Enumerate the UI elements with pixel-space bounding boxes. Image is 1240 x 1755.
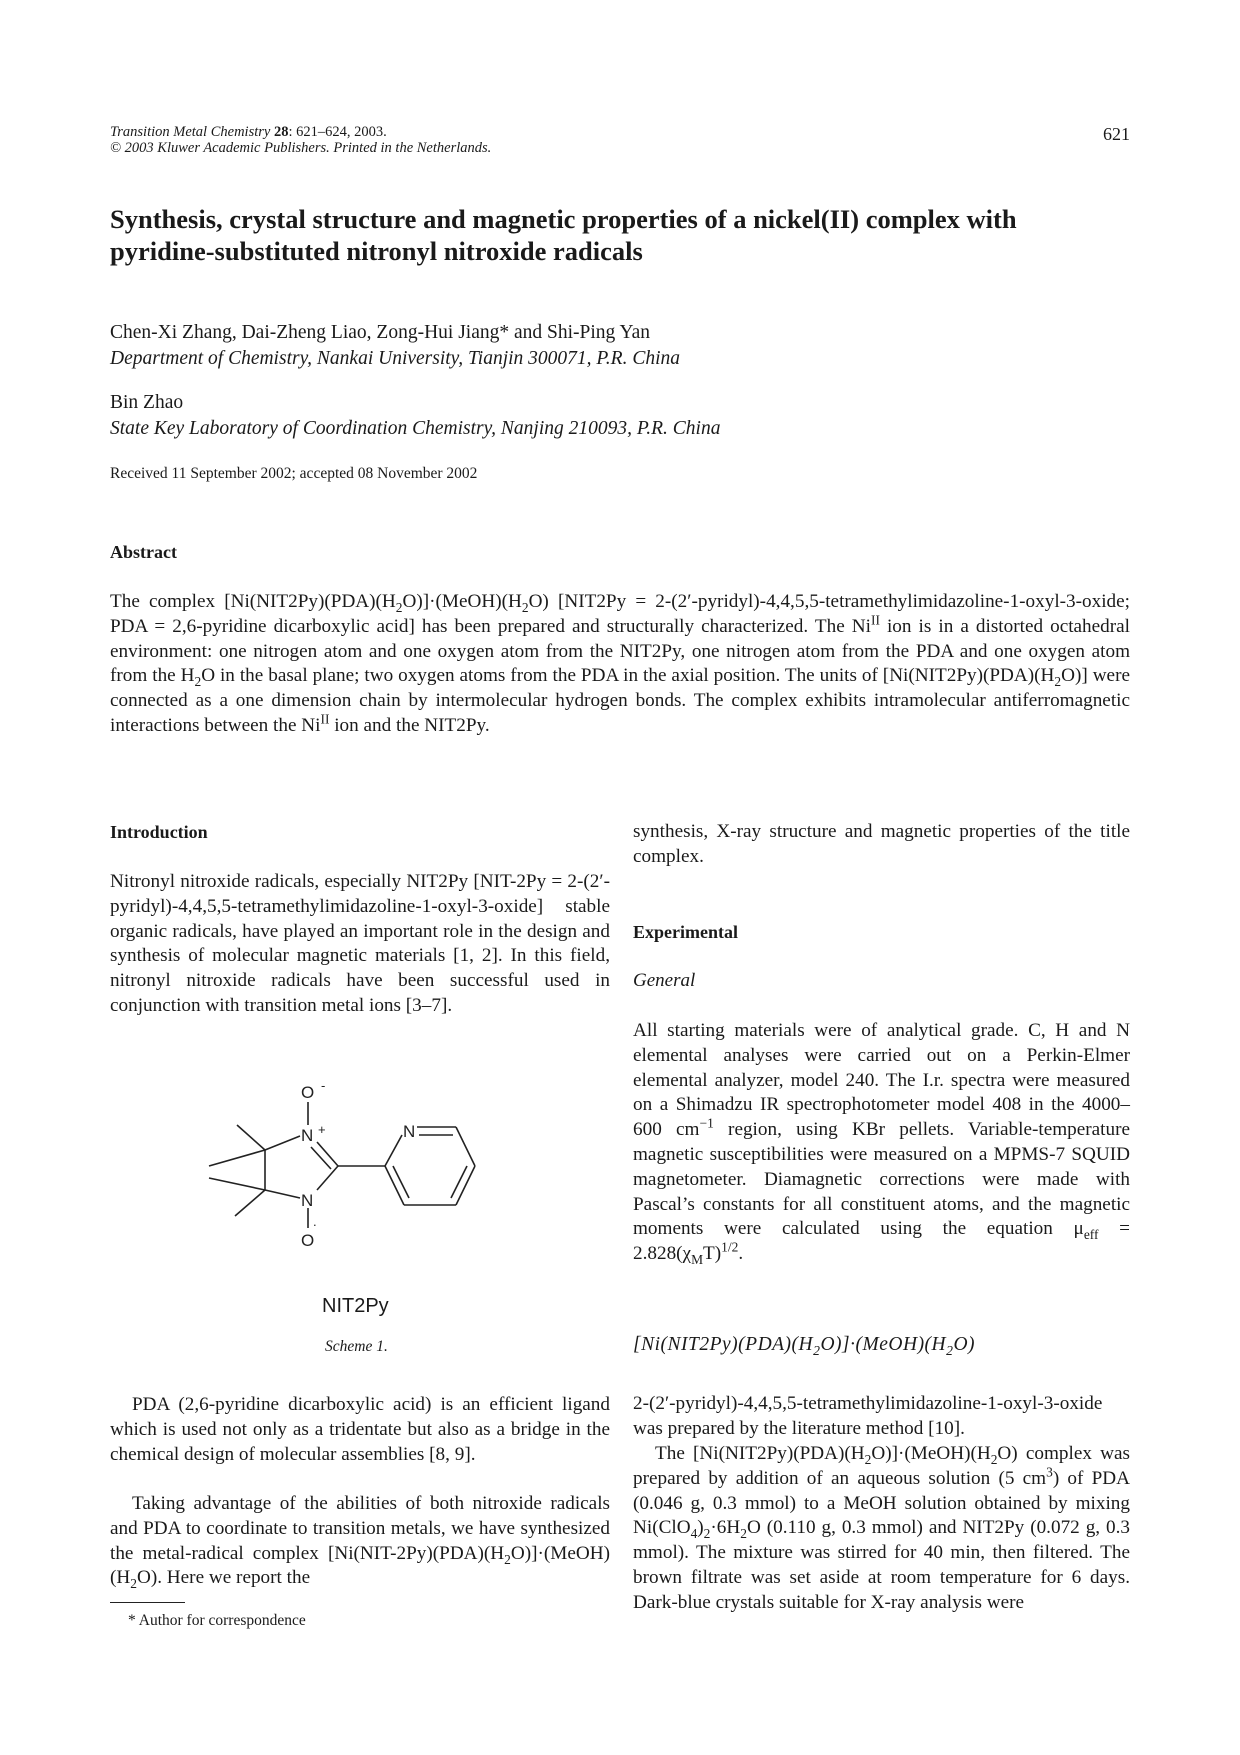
journal-citation	[110, 124, 491, 156]
subscript: 2	[813, 1342, 821, 1358]
subscript: 2	[703, 1526, 711, 1542]
intro-continuation: synthesis, X-ray structure and magnetic properties of the title complex.	[633, 821, 1130, 867]
abstract-part: ion is in a distorted octahedral environment: one nitrogen atom and one oxygen atom from the NIT2Py, one nitrogen atom from the PDA and one oxygen atom from the H	[110, 615, 1130, 687]
abstract-part: O)] were connected as a one dimension chain by intermolecular hydrogen bonds. The complex exhibits intramolecular antiferromagnetic interactions between the Ni	[110, 665, 1130, 736]
text-part: ) of PDA (0.046 g, 0.3 mmol) to a MeOH solution obtained by mixing Ni(ClO	[633, 1467, 1130, 1539]
general-paragraph	[633, 1019, 1130, 1267]
author-names-2: Bin Zhao	[110, 392, 184, 413]
text-part: .	[738, 1243, 744, 1265]
article-title	[110, 203, 1140, 267]
text-part: The [Ni(NIT2Py)(PDA)(H	[655, 1443, 865, 1464]
superscript: II	[870, 612, 880, 628]
abstract-text	[110, 590, 1130, 739]
text-part: Taking advantage of the abilities of both nitroxide radicals and PDA to coordinate to transition metals, we have synthesized the metal-radical complex [Ni(NIT-2Py)(PDA)(H	[110, 1493, 610, 1564]
footnote-divider	[110, 1602, 185, 1603]
text-part: O) complex was prepared by addition of an aqueous solution (5 cm	[633, 1443, 1130, 1489]
preparation-paragraph-2	[633, 1442, 1130, 1616]
author-block-2	[110, 390, 720, 442]
author-block-1	[110, 320, 680, 372]
scheme-compound-name: NIT2Py	[322, 1295, 389, 1317]
intro-paragraph-1: Nitronyl nitroxide radicals, especially NIT2Py [NIT-2Py = 2-(2′-pyridyl)-4,4,5,5-tetramethylimidazoline-1-oxyl-3-oxide] stable organic radicals, have played an important role in the design and synthesis of molecular magnetic materials [1, 2]. In this field, nitronyl nitroxide radicals have been successful used in conjunction with transition metal ions [3–7].	[110, 871, 610, 1016]
text-part: O)	[953, 1334, 976, 1355]
superscript: −1	[699, 1115, 714, 1131]
text-part: ·6H	[710, 1517, 741, 1539]
scheme-caption: Scheme 1.	[325, 1338, 388, 1355]
footnote: * Author for correspondence	[128, 1612, 306, 1629]
subscript: 2	[740, 1526, 747, 1542]
abstract-part: O in the basal plane; two oxygen atoms from the PDA in the axial position. The units of [Ni(NIT2Py)(PDA)(H	[201, 665, 1055, 687]
abstract-heading: Abstract	[110, 542, 177, 562]
text-part: O)]·(MeOH)(H	[820, 1334, 947, 1355]
subscript: 2	[395, 599, 403, 615]
title-line-2: pyridine-substituted nitronyl nitroxide radicals	[110, 236, 643, 266]
atom-nitrogen-plus: N	[301, 1126, 314, 1145]
experimental-heading: Experimental	[633, 922, 738, 942]
text-part: region, using KBr pellets. Variable-temperature magnetic susceptibilities were measured on a MPMS-7 SQUID magnetometer. Diamagnetic corrections were made with Pascal’s constants for all constituent atoms, and the magnetic moments were calculated using the equation μ	[633, 1119, 1130, 1240]
subscript: eff	[1083, 1227, 1099, 1243]
preparation-paragraph-1: 2-(2′-pyridyl)-4,4,5,5-tetramethylimidazoline-1-oxyl-3-oxide was prepared by the literature method [10].	[633, 1393, 1103, 1439]
abstract-part: O) [NIT2Py = 2-(2′-pyridyl)-4,4,5,5-tetramethylimidazoline-1-oxyl-3-oxide; PDA = 2,6-pyridine dicarboxylic acid] has been prepared and structurally characterized. The Ni	[110, 591, 1130, 637]
subscript: 4	[690, 1526, 698, 1542]
atom-oxygen-bottom: O	[301, 1231, 315, 1250]
subscript: 2	[130, 1576, 137, 1592]
subscript: 2	[990, 1451, 998, 1467]
nit2py-structure	[205, 1078, 525, 1293]
atom-oxygen-top: O	[301, 1083, 315, 1102]
atom-pyridine-nitrogen: N	[403, 1122, 416, 1141]
copyright-line: © 2003 Kluwer Academic Publishers. Printed in the Netherlands.	[110, 140, 492, 156]
text-part: )	[697, 1517, 704, 1539]
abstract-part: O)]·(MeOH)(H	[402, 591, 522, 612]
superscript: II	[320, 711, 330, 727]
title-line-1: Synthesis, crystal structure and magnetic properties of a nickel(II) complex with	[110, 204, 1017, 234]
journal-volume: 28	[273, 124, 289, 140]
charge-plus: +	[318, 1122, 326, 1137]
subscript: 2	[946, 1342, 954, 1358]
text-part: O). Here we report the	[136, 1567, 311, 1589]
abstract-part: The complex [Ni(NIT2Py)(PDA)(H	[110, 591, 396, 612]
affiliation-1: Department of Chemistry, Nankai University, Tianjin 300071, P.R. China	[110, 348, 681, 369]
atom-nitrogen: N	[301, 1191, 314, 1210]
general-subheading: General	[633, 970, 696, 991]
subscript: 2	[1054, 674, 1062, 690]
subscript: 2	[504, 1551, 511, 1567]
text-part: [Ni(NIT2Py)(PDA)(H	[633, 1334, 814, 1355]
abstract-part: ion and the NIT2Py.	[329, 714, 490, 736]
charge-minus: -	[321, 1078, 326, 1093]
subscript: 2	[194, 674, 202, 690]
subscript: 2	[864, 1451, 872, 1467]
received-dates: Received 11 September 2002; accepted 08 November 2002	[110, 465, 478, 482]
subscript: 2	[521, 599, 529, 615]
subscript: M	[691, 1252, 704, 1267]
compound-subheading	[633, 1334, 1130, 1356]
journal-name: Transition Metal Chemistry	[110, 124, 271, 140]
intro-paragraph-2: PDA (2,6-pyridine dicarboxylic acid) is an efficient ligand which is used not only as a tridentate but also as a bridge in the chemical design of molecular assemblies [8, 9].	[110, 1394, 610, 1465]
author-names-1: Chen-Xi Zhang, Dai-Zheng Liao, Zong-Hui Jiang* and Shi-Ping Yan	[110, 322, 650, 343]
journal-pages: : 621–624, 2003.	[288, 124, 387, 140]
text-part: T)	[703, 1243, 722, 1265]
introduction-heading: Introduction	[110, 822, 208, 842]
text-part: All starting materials were of analytical grade. C, H and N elemental analyses were carried out on a Perkin-Elmer elemental analyzer, model 240. The I.r. spectra were measured on a Shimadzu IR spectrophotometer model 408 in the 4000–600 cm	[633, 1020, 1130, 1141]
superscript: 1/2	[721, 1239, 739, 1255]
affiliation-2: State Key Laboratory of Coordination Chemistry, Nanjing 210093, P.R. China	[110, 418, 721, 439]
superscript: 3	[1046, 1464, 1053, 1480]
page-number: 621	[1103, 124, 1130, 144]
text-part: O)]·(MeOH)(H	[871, 1443, 991, 1464]
text-part: = 2.828(χ	[633, 1218, 1130, 1265]
intro-paragraph-3	[110, 1492, 610, 1591]
text-part: O (0.110 g, 0.3 mmol) and NIT2Py (0.072 g, 0.3 mmol). The mixture was stirred for 40 min, then filtered. The brown filtrate was set aside at room temperature for 6 days. Dark-blue crystals suitable for X-ray analysis were	[633, 1517, 1130, 1613]
text-part: O)]·(MeOH)(H	[110, 1542, 610, 1589]
radical-dot: .	[313, 1214, 317, 1229]
